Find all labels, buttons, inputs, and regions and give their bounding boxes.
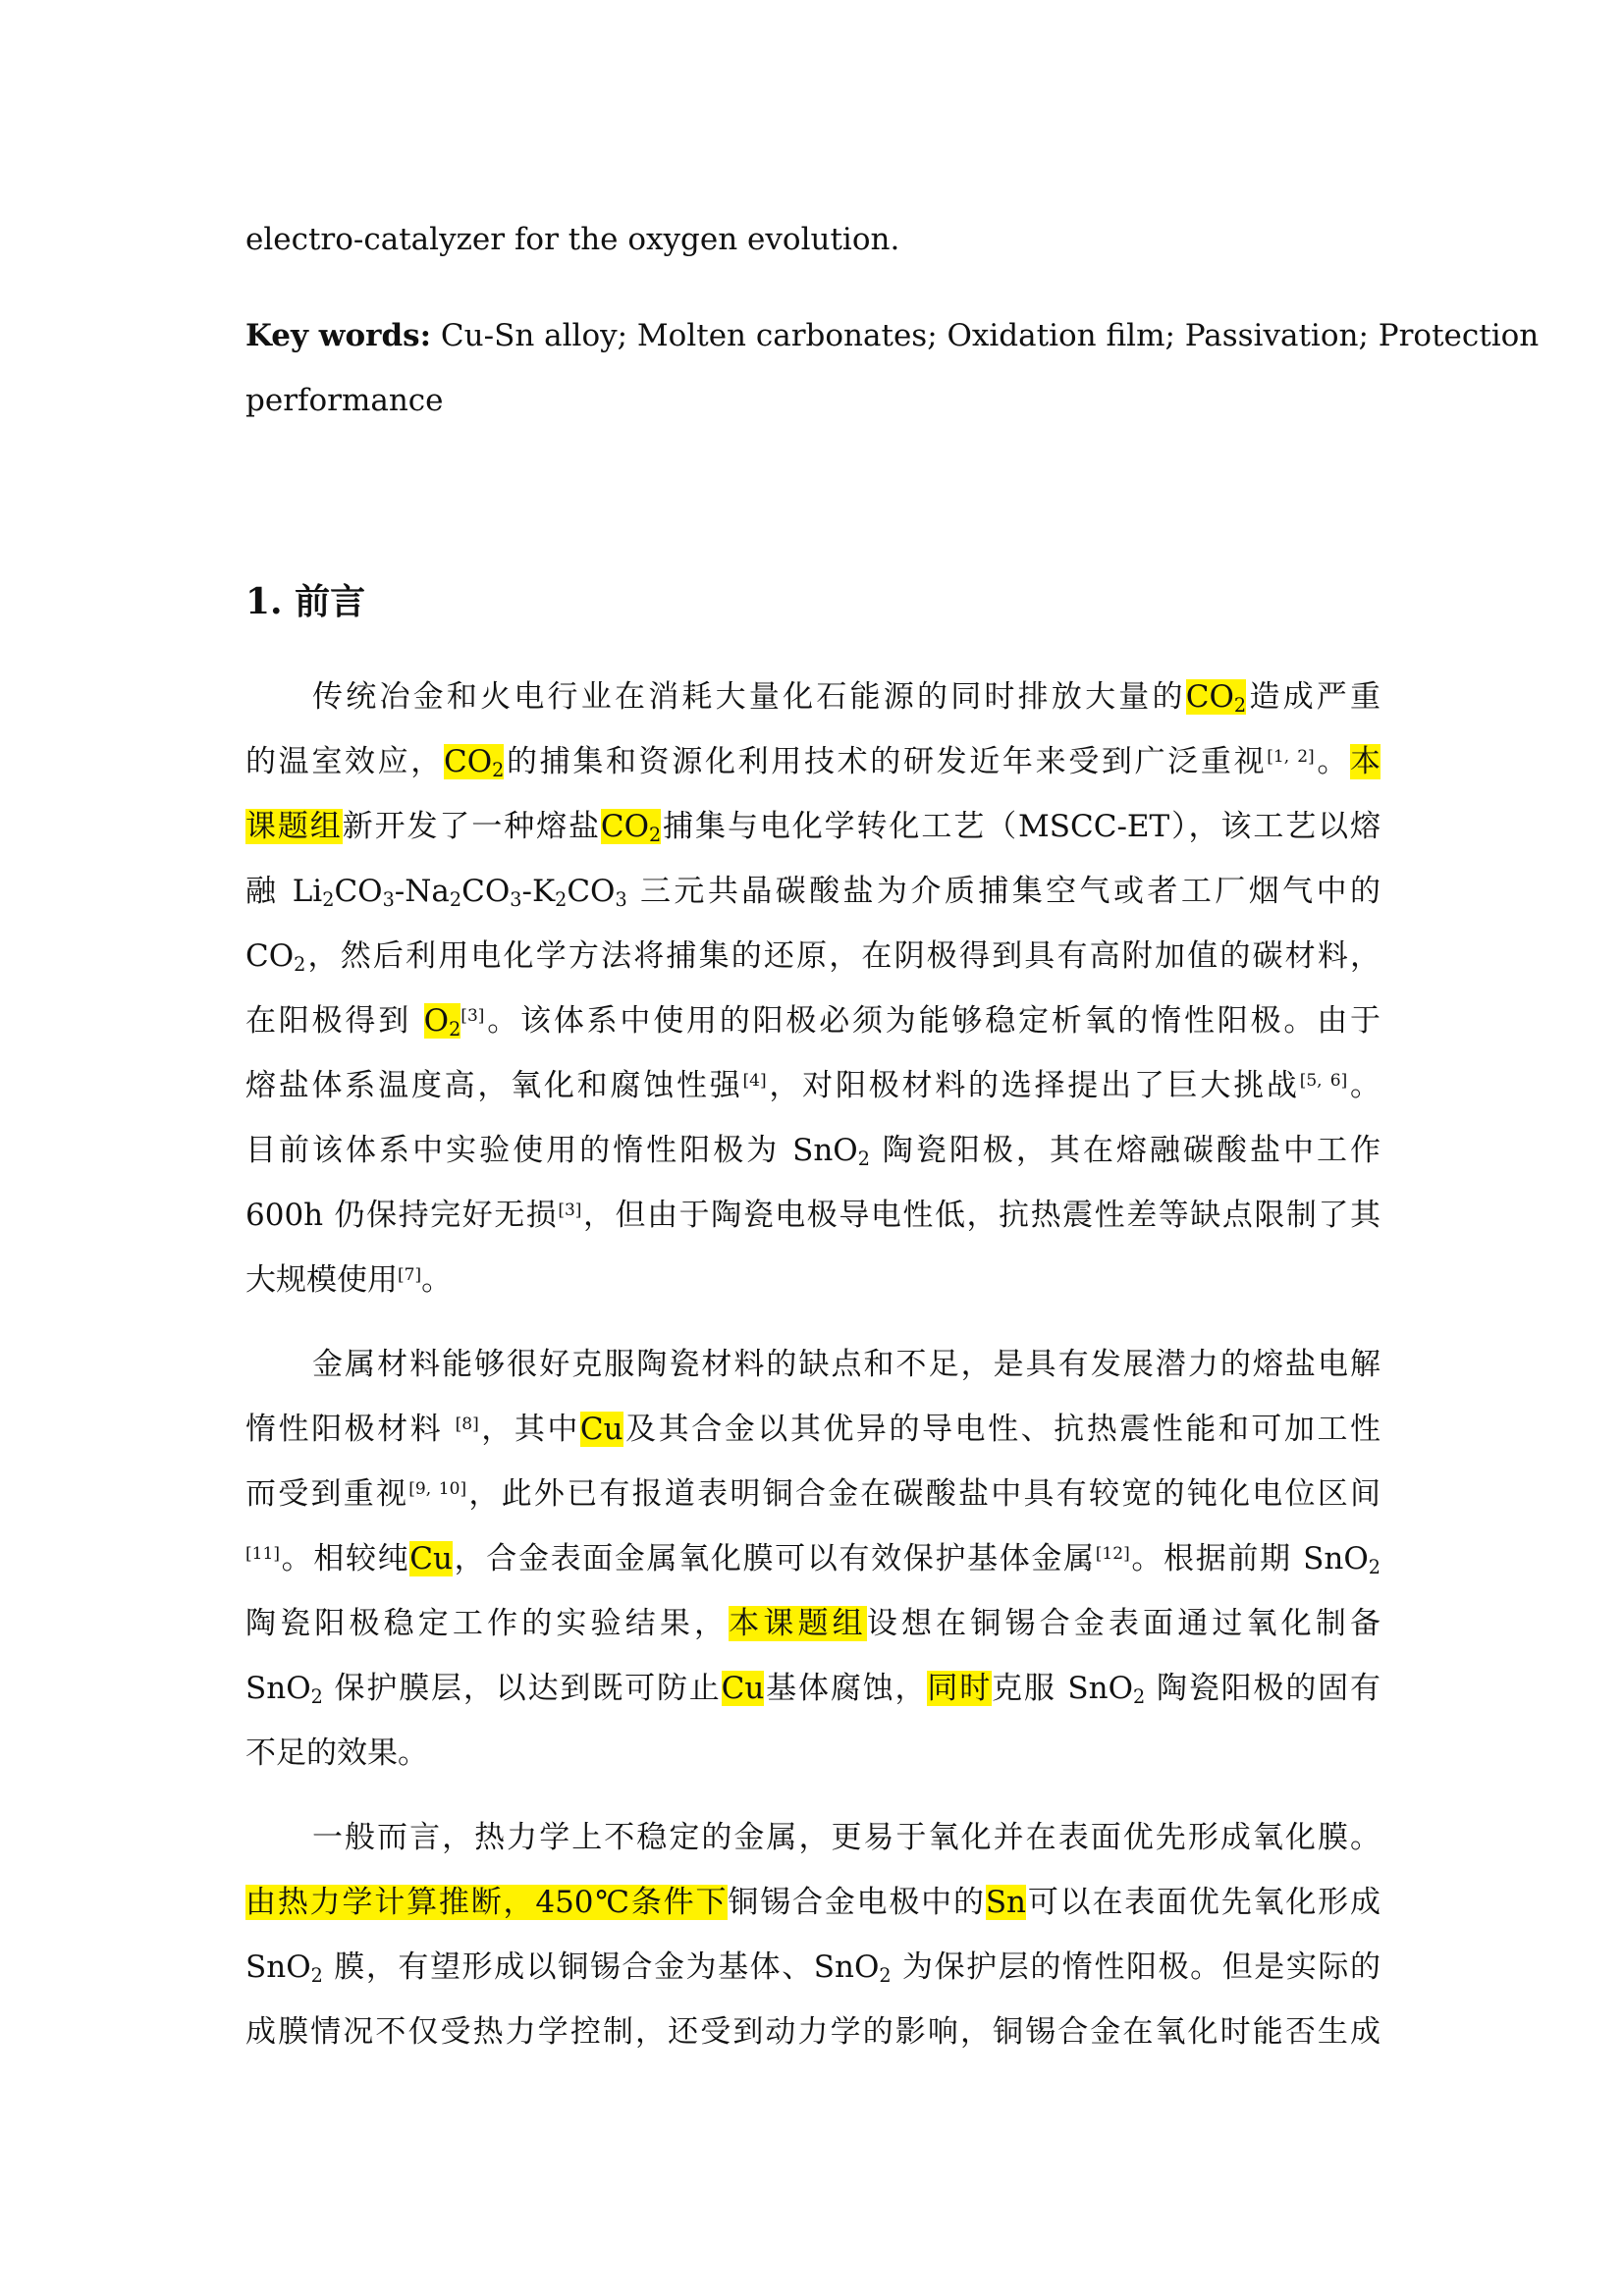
citation: [4]	[742, 1070, 767, 1091]
p3-text: 铜锡合金电极中的	[728, 1885, 986, 1920]
p1-text: 的捕集和资源化利用技术的研发近年来受到广泛重视	[504, 744, 1268, 779]
p2-text: 而受到重视	[245, 1476, 409, 1512]
p2-text: 陶瓷阳极稳定工作的实验结果，	[245, 1606, 730, 1641]
p2-text: 及其合金以其优异的导电性、抗热震性能和可加工性	[623, 1412, 1381, 1447]
section-title: 前言	[295, 581, 366, 622]
citation: [3]	[558, 1200, 582, 1220]
citation: [11]	[245, 1543, 280, 1564]
p1-text: 新开发了一种熔盐	[342, 809, 601, 844]
p3-line-1	[245, 1816, 1380, 1859]
highlight-text: 本课题组	[729, 1606, 867, 1641]
p1-text: 。	[1314, 744, 1351, 779]
p2-text: 。根据前期 SnO	[1129, 1541, 1369, 1576]
p1-text: 。该体系中使用的阳极必须为能够稳定析氧的惰性阳极。由于	[484, 1003, 1380, 1039]
highlight-text: 本	[1350, 744, 1381, 779]
formula-sno2: SnO	[245, 1949, 311, 1985]
p1-text: ，但由于陶瓷电极导电性低，抗热震性差等缺点限制了其	[581, 1198, 1380, 1233]
p2-line-6: SnO$_2$ 保护膜层，以达到既可防止Cu基体腐蚀，同时克服 SnO$_2$ 陶瓷阳极的固有	[245, 1671, 1381, 1708]
p1-text: ，对阳极材料的选择提出了巨大挑战	[766, 1068, 1300, 1103]
p2-line-1	[245, 1343, 1380, 1386]
p1-text: 三元共晶碳酸盐为介质捕集空气或者工厂烟气中的	[626, 874, 1380, 909]
p1-line-8: 目前该体系中实验使用的惰性阳极为 SnO$_2$ 陶瓷阳极，其在熔融碳酸盐中工作	[245, 1133, 1380, 1170]
p2-text: 设想在铜锡合金表面通过氧化制备	[866, 1606, 1380, 1641]
p2-text: 不足的效果。	[245, 1735, 428, 1771]
formula-sno2: SnO	[245, 1671, 311, 1706]
p2-text: 保护膜层，以达到既可防止	[322, 1671, 722, 1706]
abstract-tail-line	[245, 218, 1380, 261]
citation: [1, 2]	[1267, 746, 1315, 767]
citation: [3]	[460, 1005, 485, 1026]
p3-line-4	[245, 2010, 1380, 2054]
citation: [5, 6]	[1299, 1070, 1348, 1091]
formula-co2: CO	[245, 938, 295, 974]
p1-text: 。	[1347, 1068, 1381, 1103]
p3-text: 成膜情况不仅受热力学控制，还受到动力学的影响，铜锡合金在氧化时能否生成	[245, 2014, 1380, 2050]
p1-text: 。	[421, 1262, 453, 1298]
p1-line-3	[245, 805, 1380, 848]
citation: [7]	[398, 1264, 422, 1285]
p1-text: 熔盐体系温度高，氧化和腐蚀性强	[245, 1068, 743, 1103]
highlight-text: 由热力学计算推断，450℃条件下	[245, 1885, 729, 1920]
p2-text: ，此外已有报道表明铜合金在碳酸盐中具有较宽的钝化电位区间	[466, 1476, 1381, 1512]
p1-text: 目前该体系中实验使用的惰性阳极为 SnO	[245, 1133, 858, 1168]
p1-text: 捕集与电化学转化工艺（MSCC-ET），该工艺以熔	[661, 809, 1381, 844]
p1-text: 陶瓷阳极，其在熔融碳酸盐中工作	[869, 1133, 1380, 1168]
p3-line-3: SnO$_2$ 膜，有望形成以铜锡合金为基体、SnO$_2$ 为保护层的惰性阳极。但是实际的	[245, 1949, 1380, 1987]
p2-text: 。相较纯	[279, 1541, 410, 1576]
p2-line-3	[245, 1472, 1380, 1516]
highlight-cu: Cu	[721, 1671, 765, 1706]
keywords-text-cont: performance	[245, 383, 444, 418]
highlight-co2: $CO_2$	[1185, 679, 1247, 717]
p1-line-4: 融 $Li_2CO_3-Na_2CO_3-K_2CO_3$ 三元共晶碳酸盐为介质捕集空气或者工厂烟气中的	[245, 874, 1380, 911]
keywords-line-2	[245, 379, 1380, 422]
highlight-cu: Cu	[409, 1541, 453, 1576]
p1-text: ，然后利用电化学方法将捕集的还原，在阴极得到具有高附加值的碳材料，	[305, 938, 1380, 974]
keywords-label: Key words:	[245, 318, 432, 353]
p2-line-7	[245, 1732, 1380, 1775]
highlight-co2: $CO_2$	[600, 809, 662, 846]
section-heading	[245, 577, 365, 626]
p1-line-9	[245, 1194, 1380, 1237]
p1-text: 传统冶金和火电行业在消耗大量化石能源的同时排放大量的	[312, 679, 1186, 715]
p2-line-2	[245, 1408, 1380, 1451]
highlight-text: 同时	[927, 1671, 993, 1706]
highlight-co2: $CO_2$	[443, 744, 505, 781]
p1-line-10	[245, 1258, 1380, 1302]
p1-text: 造成严重	[1246, 679, 1381, 715]
p3-text: 膜，有望形成以铜锡合金为基体、SnO	[322, 1949, 880, 1985]
p2-text: 金属材料能够很好克服陶瓷材料的缺点和不足，是具有发展潜力的熔盐电解	[312, 1347, 1380, 1382]
keywords-text: Cu-Sn alloy; Molten carbonates; Oxidation film; Passivation; Protection	[440, 318, 1540, 353]
p2-text: ，其中	[478, 1412, 580, 1447]
p1-line-2	[245, 740, 1380, 783]
p2-text: ，合金表面金属氧化膜可以有效保护基体金属	[452, 1541, 1096, 1576]
p3-text: 可以在表面优先氧化形成	[1026, 1885, 1380, 1920]
p2-line-5	[245, 1602, 1380, 1645]
keywords-line-1	[245, 314, 1540, 357]
highlight-text: 课题组	[245, 809, 343, 844]
section-number: 1.	[245, 581, 283, 622]
p1-text: 大规模使用	[245, 1262, 398, 1298]
p2-text: 陶瓷阳极的固有	[1145, 1671, 1381, 1706]
p3-line-2	[245, 1881, 1380, 1924]
highlight-o2: $O_2$	[423, 1003, 461, 1041]
p1-text: 600h 仍保持完好无损	[245, 1198, 559, 1233]
p2-text: 克服 SnO	[992, 1671, 1134, 1706]
citation: [8]	[455, 1414, 479, 1434]
p2-text: 惰性阳极材料	[245, 1412, 444, 1447]
p1-line-6	[245, 999, 1380, 1042]
p1-line-1	[245, 675, 1380, 719]
p3-text: 为保护层的惰性阳极。但是实际的	[891, 1949, 1380, 1985]
highlight-sn: Sn	[985, 1885, 1027, 1920]
highlight-cu: Cu	[579, 1412, 623, 1447]
p3-text: 一般而言，热力学上不稳定的金属，更易于氧化并在表面优先形成氧化膜。	[312, 1820, 1380, 1855]
p1-text: 的温室效应，	[245, 744, 444, 779]
citation: [12]	[1095, 1543, 1130, 1564]
p1-text: 在阳极得到	[245, 1003, 411, 1039]
p1-line-5: $CO_2$，然后利用电化学方法将捕集的还原，在阴极得到具有高附加值的碳材料，	[245, 938, 1380, 976]
p2-line-4: [11]。相较纯Cu，合金表面金属氧化膜可以有效保护基体金属[12]。根据前期 SnO$_2$	[245, 1541, 1381, 1578]
citation: [9, 10]	[408, 1478, 467, 1499]
abstract-tail-text: electro-catalyzer for the oxygen evolution.	[245, 222, 900, 257]
p2-text: 基体腐蚀，	[764, 1671, 928, 1706]
p1-text: 融 Li	[245, 874, 323, 909]
p1-line-7	[245, 1064, 1380, 1107]
